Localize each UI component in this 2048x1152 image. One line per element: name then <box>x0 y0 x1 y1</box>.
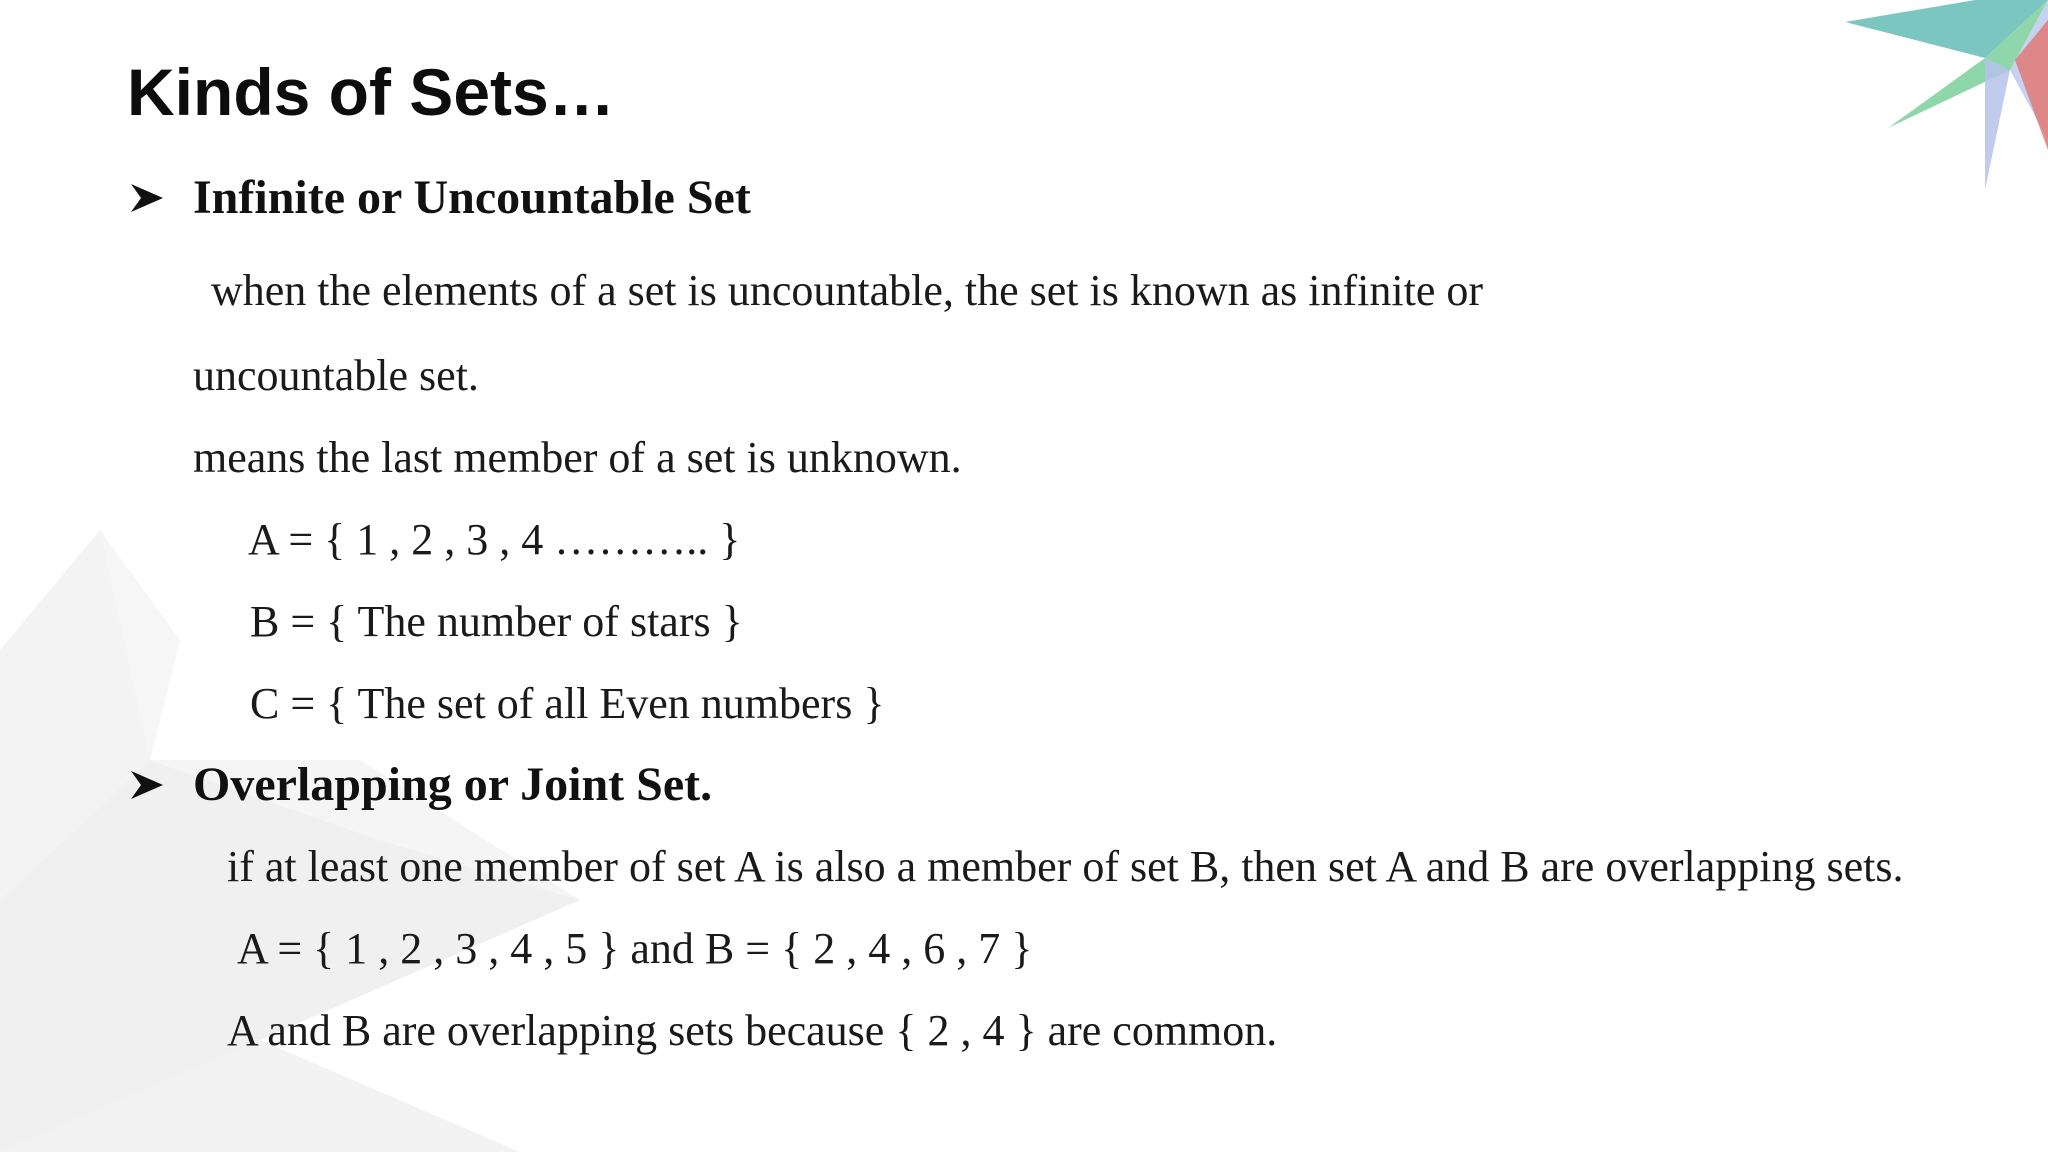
body-text-line: when the elements of a set is uncountable, the set is known as infinite or <box>211 266 1484 315</box>
section-heading: Infinite or Uncountable Set <box>193 171 751 224</box>
body-text-line: means the last member of a set is unknown. <box>193 433 962 482</box>
body-text-line: uncountable set. <box>193 351 479 400</box>
star-logo-shapes <box>1845 0 2048 190</box>
arrowhead-bullet-icon <box>127 765 167 805</box>
set-example-a: A = { 1 , 2 , 3 , 4 ……….. } <box>248 515 741 564</box>
set-example-ab: A = { 1 , 2 , 3 , 4 , 5 } and B = { 2 , 4 , 6 , 7 } <box>237 924 1033 973</box>
body-text-line: A and B are overlapping sets because { 2 , 4 } are common. <box>227 1006 1278 1055</box>
bullet-overlapping-set <box>127 757 712 813</box>
set-example-b: B = { The number of stars } <box>250 597 743 646</box>
set-example-c: C = { The set of all Even numbers } <box>250 679 885 728</box>
slide-title: Kinds of Sets… <box>127 55 615 129</box>
section-heading: Overlapping or Joint Set. <box>193 758 713 811</box>
bullet-infinite-set <box>127 170 751 226</box>
arrowhead-bullet-icon <box>127 178 167 218</box>
body-text-line: if at least one member of set A is also a member of set B, then set A and B are overlapping sets. <box>227 842 1904 891</box>
